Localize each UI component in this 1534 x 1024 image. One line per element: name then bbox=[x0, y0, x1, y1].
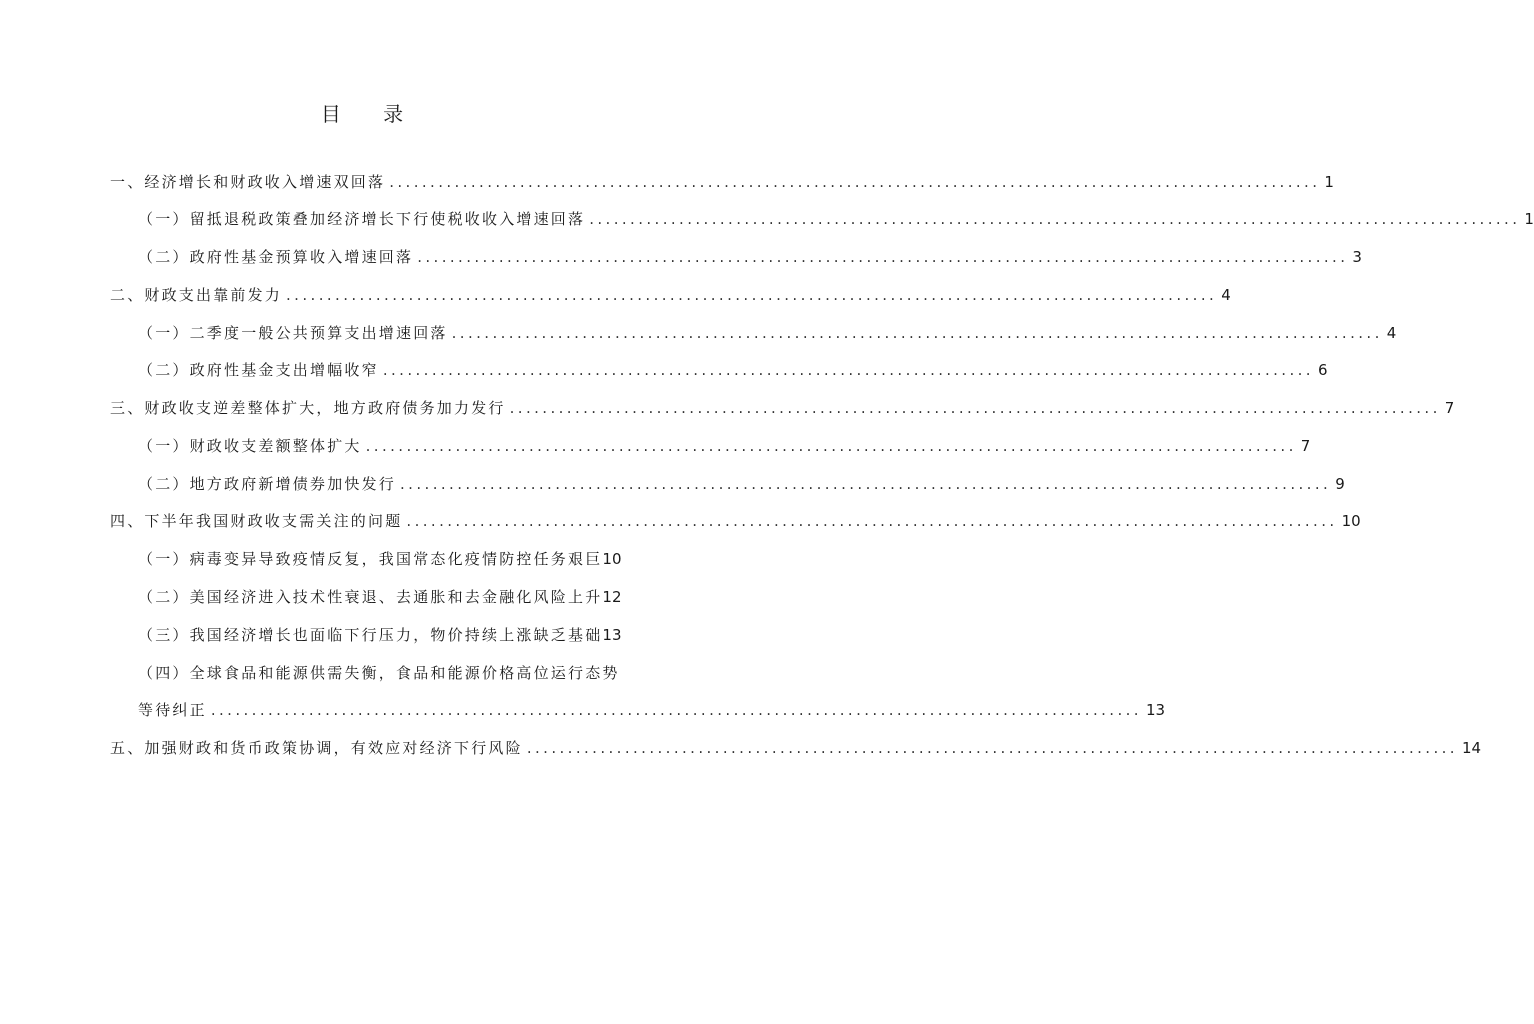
toc-entry[interactable] bbox=[138, 358, 1328, 382]
toc-entry[interactable] bbox=[138, 472, 1345, 496]
toc-leader-dots: .................................................................................................................. bbox=[365, 437, 1297, 455]
toc-entry[interactable] bbox=[138, 661, 620, 685]
toc-entry-page: 10 bbox=[602, 550, 622, 568]
toc-entry-text: （一）留抵退税政策叠加经济增长下行使税收收入增速回落 bbox=[138, 210, 586, 228]
toc-entry-text: 三、财政收支逆差整体扩大，地方政府债务加力发行 bbox=[110, 399, 506, 417]
toc-entry-page: 10 bbox=[1341, 512, 1361, 530]
toc-leader-dots: .................................................................................................................. bbox=[382, 361, 1314, 379]
toc-entry-page: 12 bbox=[602, 588, 622, 606]
toc-entry[interactable] bbox=[110, 736, 1482, 760]
toc-entry-text: （二）政府性基金预算收入增速回落 bbox=[138, 248, 414, 266]
toc-leader-dots: .................................................................................................................. bbox=[509, 399, 1441, 417]
toc-entry[interactable] bbox=[138, 547, 622, 571]
toc-entry-page: 7 bbox=[1444, 399, 1455, 417]
toc-entry[interactable] bbox=[110, 509, 1361, 533]
toc-entry-text: 二、财政支出靠前发力 bbox=[110, 286, 283, 304]
toc-entry-text: （一）病毒变异导致疫情反复，我国常态化疫情防控任务艰巨 bbox=[138, 550, 603, 568]
toc-entry-text: （二）地方政府新增债券加快发行 bbox=[138, 475, 397, 493]
toc-entry-page: 1 bbox=[1324, 173, 1334, 191]
toc-entry-page: 6 bbox=[1317, 361, 1328, 379]
toc-title: 目 录 bbox=[320, 102, 422, 126]
toc-entry[interactable] bbox=[110, 283, 1231, 307]
toc-entry-page: 14 bbox=[1461, 739, 1482, 757]
toc-leader-dots: .................................................................................................................. bbox=[417, 248, 1349, 266]
toc-leader-dots: .................................................................................................................. bbox=[526, 739, 1458, 757]
toc-leader-dots: .................................................................................................................. bbox=[400, 475, 1332, 493]
toc-entry-page: 3 bbox=[1352, 248, 1362, 266]
toc-leader-dots: .................................................................................................................. bbox=[210, 701, 1142, 719]
toc-entry[interactable] bbox=[110, 396, 1455, 420]
toc-leader-dots: .................................................................................................................. bbox=[286, 286, 1218, 304]
toc-entry-page: 9 bbox=[1335, 475, 1345, 493]
toc-entry[interactable] bbox=[138, 585, 622, 609]
toc-entry[interactable] bbox=[138, 245, 1362, 269]
toc-entry-text: （三）我国经济增长也面临下行压力，物价持续上涨缺乏基础 bbox=[138, 626, 603, 644]
toc-entry[interactable] bbox=[138, 207, 1534, 231]
toc-entry-page: 13 bbox=[602, 626, 622, 644]
toc-entry-continuation[interactable] bbox=[138, 698, 1166, 722]
toc-entry-text: （四）全球食品和能源供需失衡，食品和能源价格高位运行态势 bbox=[138, 664, 620, 682]
toc-leader-dots: .................................................................................................................. bbox=[389, 173, 1321, 191]
toc-entry-text: （一）财政收支差额整体扩大 bbox=[138, 437, 362, 455]
toc-entry-page: 4 bbox=[1221, 286, 1231, 304]
toc-entry[interactable] bbox=[110, 170, 1334, 194]
toc-leader-dots: .................................................................................................................. bbox=[406, 512, 1338, 530]
toc-entry-text: 五、加强财政和货币政策协调，有效应对经济下行风险 bbox=[110, 739, 523, 757]
toc-entry-text: （一）二季度一般公共预算支出增速回落 bbox=[138, 324, 448, 342]
toc-entry-text: （二）政府性基金支出增幅收窄 bbox=[138, 361, 379, 379]
toc-entry[interactable] bbox=[138, 623, 622, 647]
toc-entry[interactable] bbox=[138, 321, 1397, 345]
toc-entry-page: 1 bbox=[1524, 210, 1534, 228]
toc-entry-text: 一、经济增长和财政收入增速双回落 bbox=[110, 173, 386, 191]
toc-entry[interactable] bbox=[138, 434, 1311, 458]
toc-entry-page: 7 bbox=[1300, 437, 1311, 455]
toc-entry-text: 等待纠正 bbox=[138, 701, 207, 719]
toc-leader-dots: .................................................................................................................. bbox=[451, 324, 1383, 342]
toc-entry-page: 13 bbox=[1145, 701, 1166, 719]
toc-entry-page: 4 bbox=[1386, 324, 1397, 342]
toc-entry-text: （二）美国经济进入技术性衰退、去通胀和去金融化风险上升 bbox=[138, 588, 603, 606]
toc-entry-text: 四、下半年我国财政收支需关注的问题 bbox=[110, 512, 403, 530]
toc-leader-dots: .................................................................................................................. bbox=[589, 210, 1521, 228]
